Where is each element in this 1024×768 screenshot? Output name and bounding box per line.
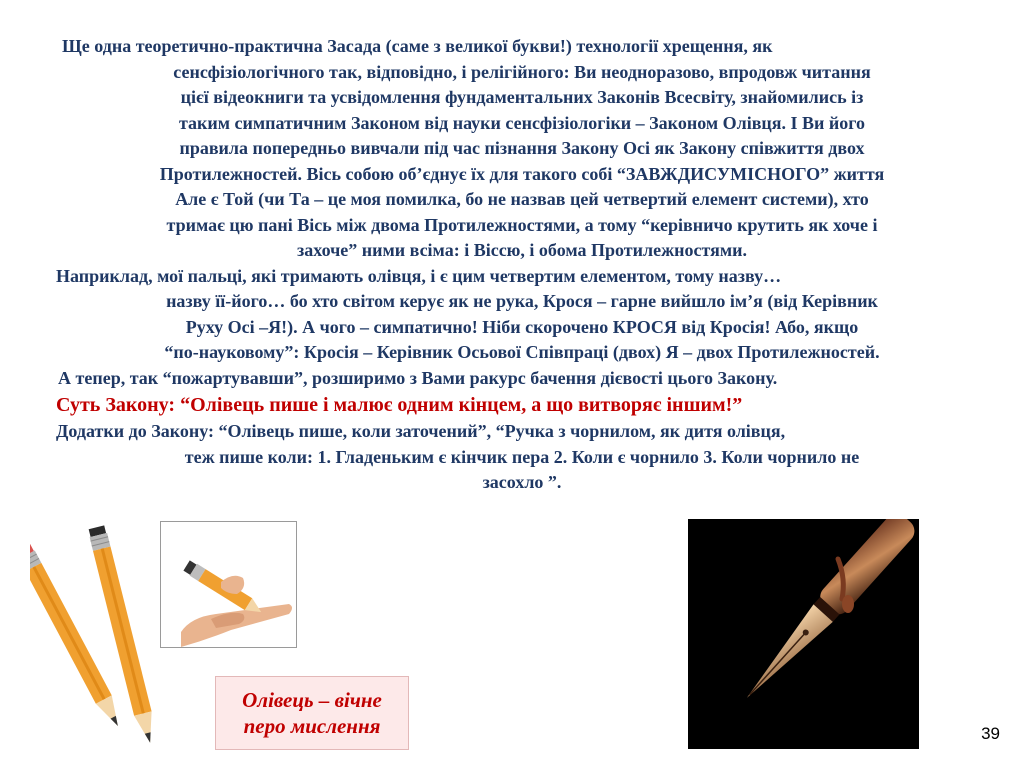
text-line: Протилежностей. Вісь собою об’єднує їх для такого собі “ЗАВЖДИСУМІСНОГО” життя — [159, 163, 885, 184]
text-line: тримає цю пані Вісь між двома Протилежностями, а тому “керівничо крутить як хоче і — [166, 214, 878, 235]
text-line: Руху Осі –Я!). А чого – симпатично! Ніби скорочено КРОСЯ від Кросія! Або, якщо — [185, 316, 859, 337]
text-line: Ще одна теоретично-практична Засада (саме з великої букви!) технології хрещення, як — [62, 36, 773, 56]
fountain-pen-image — [688, 519, 919, 749]
law-essence-text: Суть Закону: “Олівець пише і малює одним кінцем, а що витворяє іншим!” — [56, 394, 743, 416]
law-essence — [48, 391, 996, 419]
pencil-right — [88, 525, 159, 745]
paragraph-1 — [48, 34, 996, 264]
caption-box — [215, 676, 409, 750]
slide-text — [48, 34, 996, 496]
text-line: захоче” ними всіма: і Віссю, і обома Протилежностями. — [297, 240, 747, 260]
paragraph-2 — [48, 264, 996, 366]
text-line: Але є Той (чи Та – це моя помилка, бо не назвав цей четвертий елемент системи), хто — [175, 189, 869, 209]
text-line: цієї відеокниги та усвідомлення фундаментальних Законів Всесвіту, знайомились із — [180, 87, 864, 107]
slide-number: 39 — [981, 724, 1000, 743]
caption-line-1: Олівець – вічне — [242, 688, 382, 712]
paragraph-3 — [48, 366, 996, 392]
text-line: теж пише коли: 1. Гладеньким є кінчик пера 2. Коли є чорнило 3. Коли чорнило не — [184, 446, 860, 467]
text-line: Наприклад, мої пальці, які тримають олівця, і є цим четвертим елементом, тому назву… — [56, 265, 782, 286]
paragraph-5 — [48, 419, 996, 496]
text-line: правила попередньо вивчали під час пізнання Закону Осі як Закону співжиття двох — [179, 138, 865, 158]
text-line: А тепер, так “пожартувавши”, розширимо з Вами ракурс бачення дієвості цього Закону. — [58, 367, 778, 388]
text-line: сенсфізіологічного так, відповідно, і релігійного: Ви неодноразово, впродовж читання — [173, 61, 871, 82]
text-line: засохло ”. — [482, 472, 562, 492]
hand-image — [160, 521, 297, 648]
text-line: “по-науковому”: Кросія – Керівник Осьової Співпраці (двох) Я – двох Протилежностей. — [164, 342, 880, 362]
text-line: таким симпатичним Законом від науки сенсфізіологіки – Законом Олівця. І Ви його — [178, 112, 866, 133]
caption-line-2: перо мислення — [243, 714, 381, 738]
text-line: назву її-його… бо хто світом керує як не рука, Крося – гарне вийшло ім’я (від Керівник — [166, 291, 878, 311]
text-line: Додатки до Закону: “Олівець пише, коли заточений”, “Ручка з чорнилом, як дитя олівця, — [56, 421, 786, 441]
